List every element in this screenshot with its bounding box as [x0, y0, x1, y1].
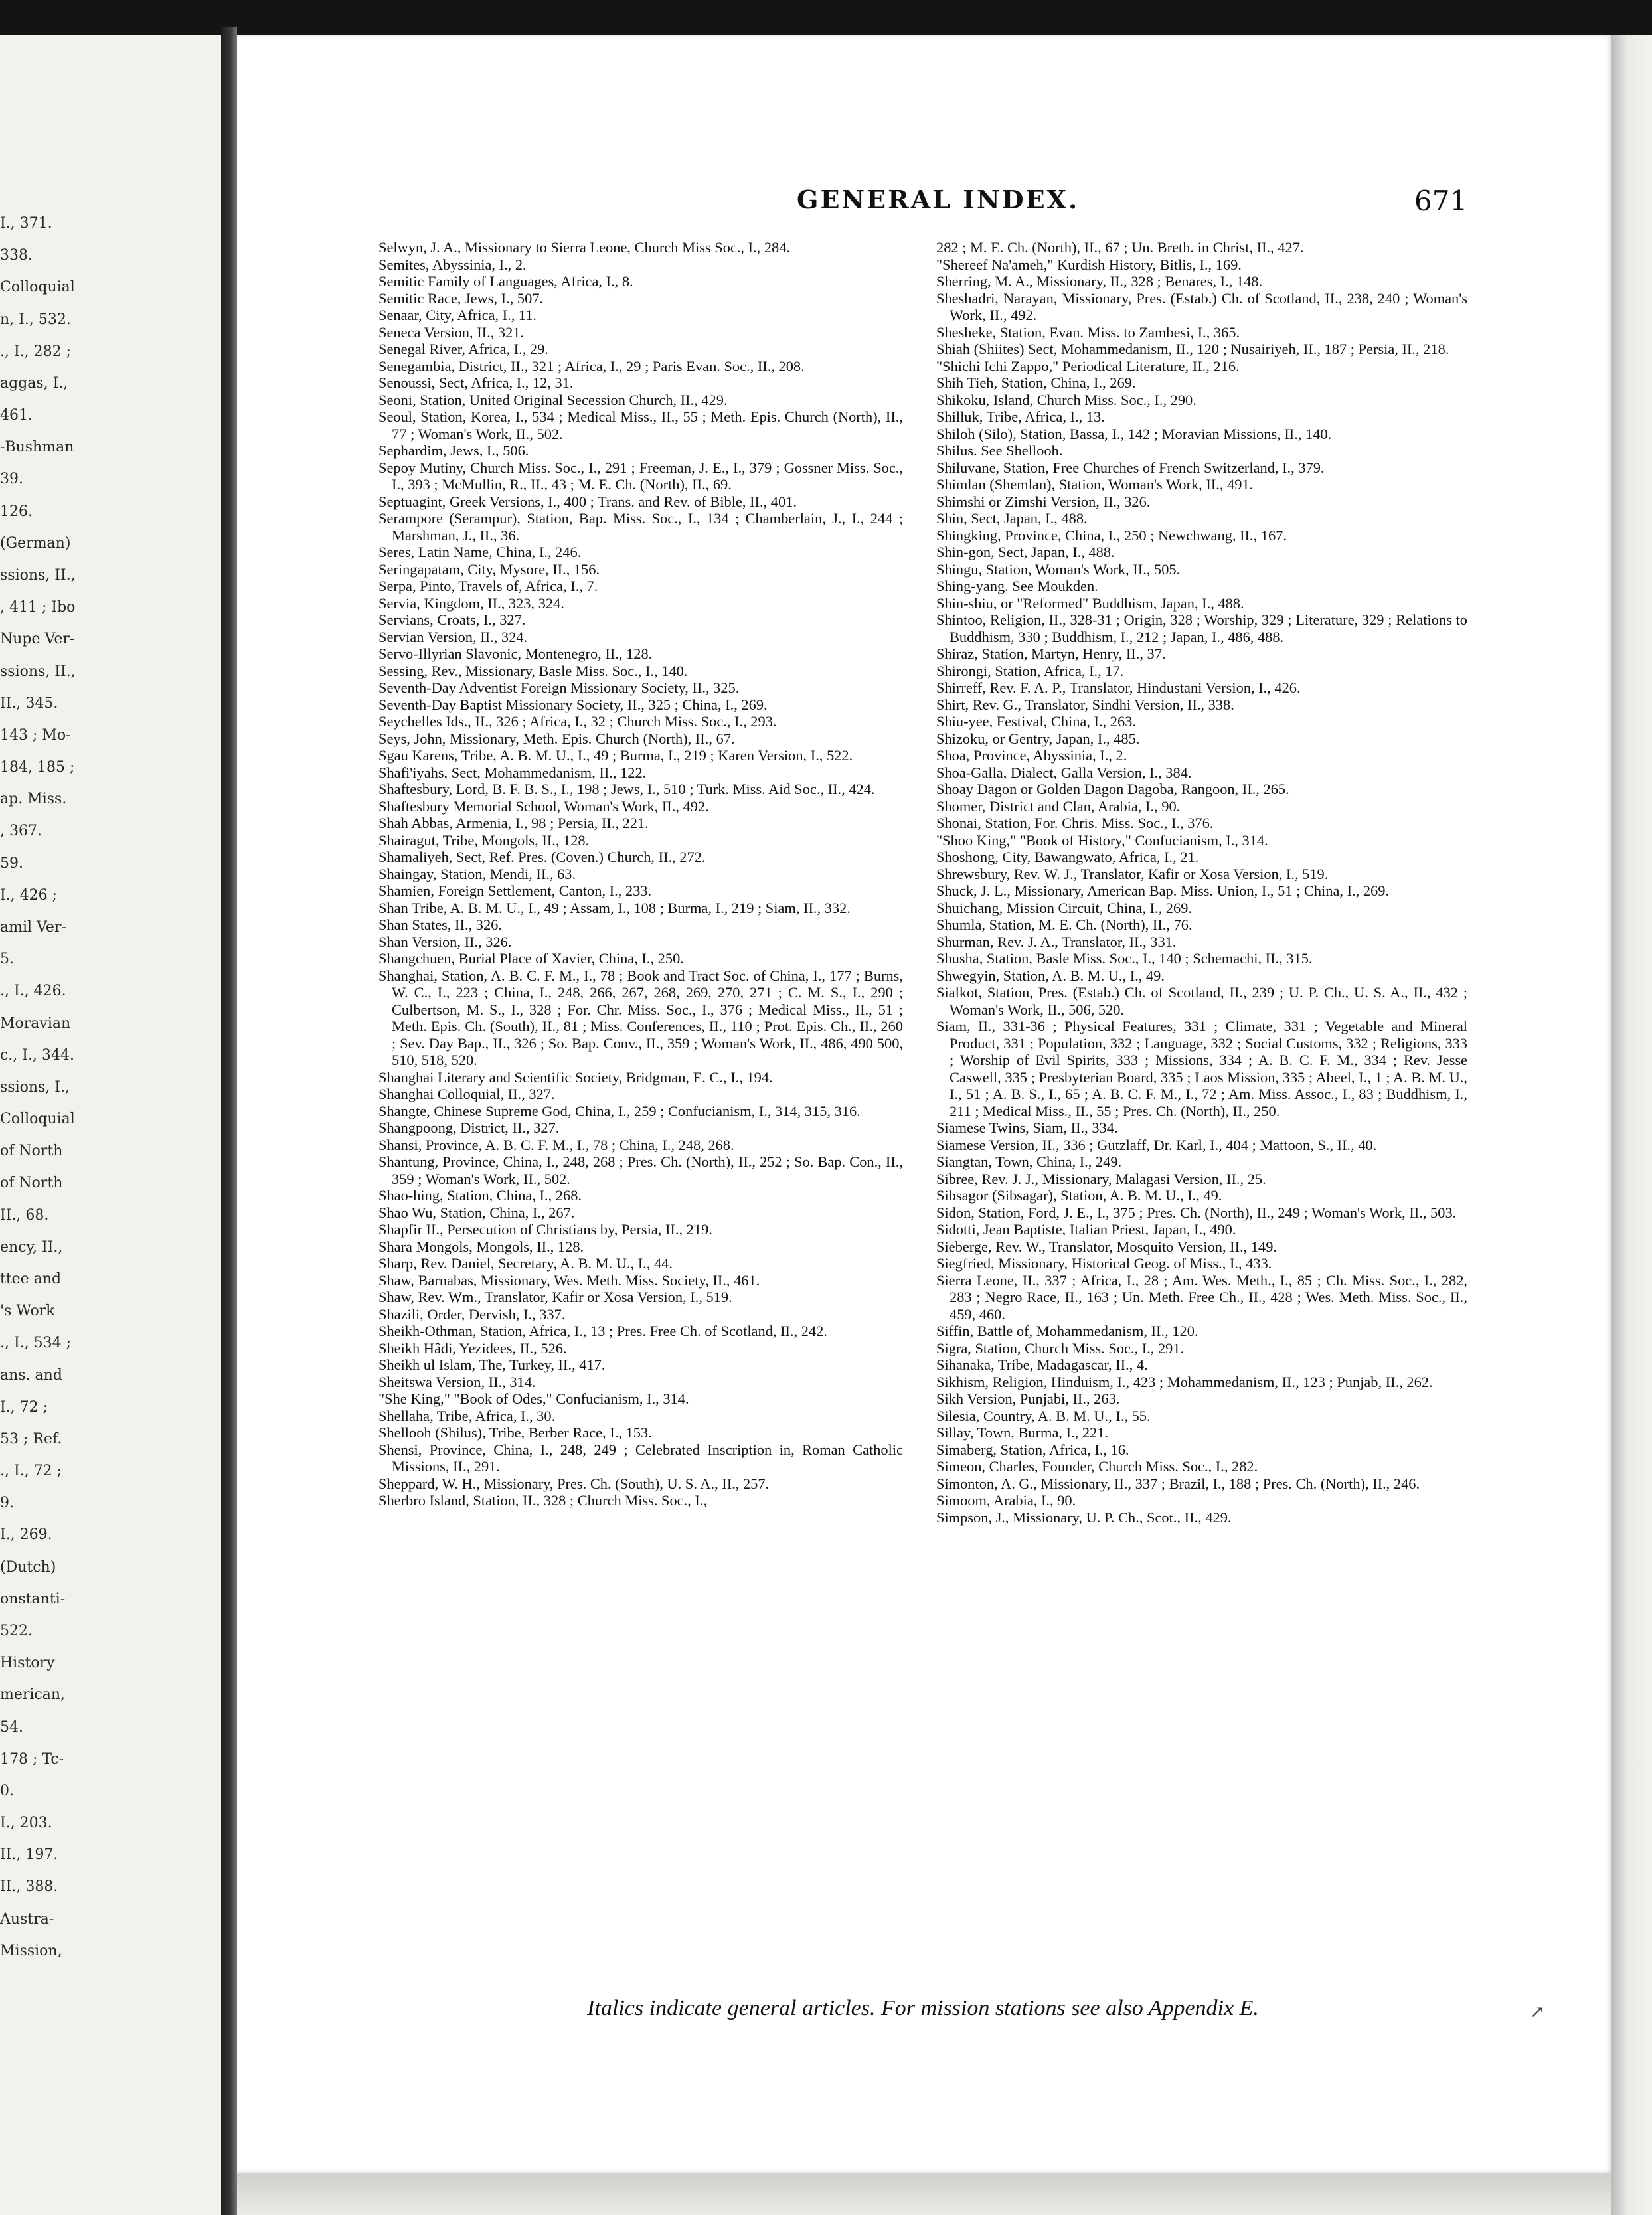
index-entry: Siffin, Battle of, Mohammedanism, II., 120. [936, 1323, 1198, 1339]
index-entry: Shantung, Province, China, I., 248, 268 ; Pres. Ch. (North), II., 252 ; So. Bap. Con., II., 359 ; Woman's Work, II., 502. [378, 1153, 903, 1187]
index-entry: Siangtan, Town, China, I., 249. [936, 1153, 1122, 1170]
index-entry: Shing-yang. See Moukden. [936, 578, 1098, 594]
index-entry: Siam, II., 331-36 ; Physical Features, 331 ; Climate, 331 ; Vegetable and Mineral Product, 331 ; Population, 332 ; Language, 332 ; Social Customs, 332 ; Religions, 333 ; Worship of Evil Spirits, 333 ; Missions, 334 ; A. B. C. F. M., 334 ; Rev. Jesse Caswell, 335 ; Presbyterian Board, 335 ; Laos Mission, 335 ; Abeel, I., 1 ; A. B. M. U., I., 51 ; A. B. S., I., 65 ; A. B. C. F. M., I., 72 ; Am. Miss. Assoc., I., 83 ; Buddhism, I., 211 ; Medical Miss., II., 55 ; Pres. Ch. (North), II., 250. [936, 1018, 1467, 1119]
previous-page-fragment: 143 ; Mo- [0, 726, 71, 744]
index-entry: Sherbro Island, Station, II., 328 ; Church Miss. Soc., I., [378, 1492, 708, 1509]
previous-page-fragment: , 411 ; Ibo [0, 599, 76, 616]
index-entry: Shaw, Barnabas, Missionary, Wes. Meth. Miss. Society, II., 461. [378, 1272, 760, 1289]
index-entry: Shao Wu, Station, China, I., 267. [378, 1204, 575, 1221]
index-entry: Sialkot, Station, Pres. (Estab.) Ch. of Scotland, II., 239 ; U. P. Ch., U. S. A., II., 432 ; Woman's Work, II., 506, 520. [936, 984, 1467, 1018]
index-entry: Shin-shiu, or "Reformed" Buddhism, Japan, I., 488. [936, 594, 1244, 612]
index-entry: Silesia, Country, A. B. M. U., I., 55. [936, 1407, 1151, 1424]
previous-page-fragment: ssions, II., [0, 567, 76, 584]
previous-page-fragment: 39. [0, 471, 23, 488]
index-entry: Shairagut, Tribe, Mongols, II., 128. [378, 831, 590, 849]
index-entry: Senegambia, District, II., 321 ; Africa, I., 29 ; Paris Evan. Soc., II., 208. [378, 357, 805, 374]
running-header-title: GENERAL INDEX. [797, 185, 1080, 214]
previous-page-fragment: ssions, I., [0, 1078, 70, 1096]
index-entry: Servian Version, II., 324. [378, 628, 528, 645]
page-bottom-edge [237, 2173, 1611, 2215]
previous-page-fragment: ttee and [0, 1271, 62, 1287]
index-entry: Shimlan (Shemlan), Station, Woman's Work, II., 491. [936, 476, 1254, 493]
index-entry: Servians, Croats, I., 327. [378, 612, 526, 628]
index-entry: Seoni, Station, United Original Secession Church, II., 429. [378, 391, 728, 408]
previous-page-fragment: Colloquial [0, 279, 75, 296]
index-entry: Shikoku, Island, Church Miss. Soc., I., 290. [936, 391, 1197, 408]
previous-page-fragment: I., 72 ; [0, 1398, 48, 1416]
index-entry: "Shereef Na'ameh," Kurdish History, Bitlis, I., 169. [936, 256, 1242, 273]
index-entry: Servia, Kingdom, II., 323, 324. [378, 594, 564, 612]
index-entry: Simpson, J., Missionary, U. P. Ch., Scot., II., 429. [936, 1509, 1232, 1526]
pencil-mark: ↗ [1530, 2003, 1544, 2022]
index-entry: Sheitswa Version, II., 314. [378, 1373, 536, 1390]
index-entry: "She King," "Book of Odes," Confucianism, I., 314. [378, 1390, 689, 1407]
previous-page-fragment: 5. [0, 951, 14, 968]
index-entry: Shoa, Province, Abyssinia, I., 2. [936, 747, 1127, 764]
index-entry: Sieberge, Rev. W., Translator, Mosquito Version, II., 149. [936, 1238, 1278, 1255]
index-entry: Shizoku, or Gentry, Japan, I., 485. [936, 730, 1140, 747]
previous-page-fragment: ency, II., [0, 1238, 63, 1256]
index-entry: Sheikh-Othman, Station, Africa, I., 13 ; Pres. Free Ch. of Scotland, II., 242. [378, 1323, 827, 1339]
previous-page-fragment: ans. and [0, 1366, 62, 1384]
index-entry: Sibsagor (Sibsagar), Station, A. B. M. U., I., 49. [936, 1187, 1222, 1204]
previous-page-fragment: I., 426 ; [0, 886, 58, 904]
index-entry: Shirreff, Rev. F. A. P., Translator, Hindustani Version, I., 426. [936, 679, 1301, 696]
index-entry: Sephardim, Jews, I., 506. [378, 442, 529, 459]
index-entry: Shoay Dagon or Golden Dagon Dagoba, Rangoon, II., 265. [936, 781, 1289, 797]
index-entry: Shan Tribe, A. B. M. U., I., 49 ; Assam, I., 108 ; Burma, I., 219 ; Siam, II., 332. [378, 899, 851, 916]
index-entry: Shilus. See Shellooh. [936, 442, 1063, 459]
previous-page-fragment: of North [0, 1143, 63, 1160]
index-entry: Shonai, Station, For. Chris. Miss. Soc., I., 376. [936, 815, 1214, 831]
index-entry: Seneca Version, II., 321. [378, 323, 525, 341]
index-entry: Sierra Leone, II., 337 ; Africa, I., 28 ; Am. Wes. Meth., I., 85 ; Ch. Miss. Soc., I., 282, 283 ; Negro Race, II., 163 ; Un. Meth. Free Ch., II., 428 ; Wes. Meth. Miss. Soc., II., 459, 460. [936, 1272, 1467, 1323]
previous-page-fragment: of North [0, 1175, 63, 1192]
previous-page-fragment: History [0, 1655, 55, 1672]
index-entry: Shesheke, Station, Evan. Miss. to Zambesi, I., 365. [936, 323, 1240, 341]
index-entry: Shiah (Shiites) Sect, Mohammedanism, II., 120 ; Nusairiyeh, II., 187 ; Persia, II., 218. [936, 341, 1449, 357]
index-entry: Shumla, Station, M. E. Ch. (North), II., 76. [936, 916, 1193, 933]
index-entry: Shara Mongols, Mongols, II., 128. [378, 1238, 584, 1255]
index-entry: Shaingay, Station, Mendi, II., 63. [378, 865, 576, 882]
index-entry: Shanghai Literary and Scientific Society, Bridgman, E. C., I., 194. [378, 1068, 773, 1086]
index-entry: Shaftesbury, Lord, B. F. B. S., I., 198 ; Jews, I., 510 ; Turk. Miss. Aid Soc., II., 424. [378, 781, 875, 797]
previous-page-fragment: merican, [0, 1686, 66, 1704]
index-entry: Servo-Illyrian Slavonic, Montenegro, II., 128. [378, 645, 653, 662]
index-entry: Shusha, Station, Basle Miss. Soc., I., 140 ; Schemachi, II., 315. [936, 950, 1313, 967]
index-entry: Sibree, Rev. J. J., Missionary, Malagasi Version, II., 25. [936, 1170, 1266, 1187]
index-entry: Shapfir II., Persecution of Christians by, Persia, II., 219. [378, 1221, 712, 1238]
index-entry: Shimshi or Zimshi Version, II., 326. [936, 493, 1151, 510]
index-entry: Senaar, City, Africa, I., 11. [378, 307, 537, 323]
index-entry: Shingking, Province, China, I., 250 ; Newchwang, II., 167. [936, 527, 1287, 544]
index-entry: Shoa-Galla, Dialect, Galla Version, I., 384. [936, 764, 1192, 781]
previous-page-fragment: 0. [0, 1782, 14, 1799]
index-entry: Shangte, Chinese Supreme God, China, I., 259 ; Confucianism, I., 314, 315, 316. [378, 1102, 861, 1119]
index-entry: Shao-hing, Station, China, I., 268. [378, 1187, 582, 1204]
previous-page-fragment: Nupe Ver- [0, 631, 75, 648]
index-entry: Sheshadri, Narayan, Missionary, Pres. (Estab.) Ch. of Scotland, II., 238, 240 ; Woman's Work, II., 492. [936, 289, 1467, 323]
index-entry: Sepoy Mutiny, Church Miss. Soc., I., 291 ; Freeman, J. E., I., 379 ; Gossner Miss. Soc., I., 393 ; McMullin, R., II., 43 ; M. E. Ch. (North), II., 69. [378, 459, 903, 493]
index-entry: Seventh-Day Baptist Missionary Society, II., 325 ; China, I., 269. [378, 696, 768, 713]
previous-page-fragment: -Bushman [0, 439, 74, 456]
index-entry: Sidon, Station, Ford, J. E., I., 375 ; Pres. Ch. (North), II., 249 ; Woman's Work, II., 503. [936, 1204, 1457, 1221]
index-entry: Shih Tieh, Station, China, I., 269. [936, 374, 1136, 391]
index-entry: Seres, Latin Name, China, I., 246. [378, 544, 582, 560]
index-entry: Shiloh (Silo), Station, Bassa, I., 142 ; Moravian Missions, II., 140. [936, 425, 1332, 442]
previous-page-fragment: I., 269. [0, 1526, 52, 1544]
index-entry: Simaberg, Station, Africa, I., 16. [936, 1441, 1129, 1458]
previous-page-fragment: aggas, I., [0, 374, 68, 392]
previous-page-fragment: I., 371. [0, 215, 52, 232]
index-entry: Semitic Family of Languages, Africa, I., 8. [378, 273, 633, 289]
index-entry: Siamese Twins, Siam, II., 334. [936, 1119, 1118, 1136]
previous-page-fragment: Austra- [0, 1910, 54, 1928]
previous-page-fragment: 522. [0, 1623, 33, 1639]
index-entry: Siamese Version, II., 336 ; Gutzlaff, Dr. Karl, I., 404 ; Mattoon, S., II., 40. [936, 1136, 1377, 1153]
index-entry: Septuagint, Greek Versions, I., 400 ; Trans. and Rev. of Bible, II., 401. [378, 493, 797, 510]
index-entry: Shanghai, Station, A. B. C. F. M., I., 78 ; Book and Tract Soc. of China, I., 177 ; Burns, W. C., I., 223 ; China, I., 248, 266, 267, 268, 269, 270, 271 ; C. M. S., I., 290 ; Culbertson, M. S., I., 328 ; For. Chr. Miss. Soc., I., 376 ; Medical Miss., II., 51 ; Meth. Epis. Ch. (South), II., 81 ; Miss. Conferences, II., 110 ; Prot. Epis. Ch., II., 260 ; Sev. Day Bap., II., 326 ; So. Bap. Conv., II., 359 ; Woman's Work, II., 486, 490 500, 510, 518, 520. [378, 967, 903, 1068]
previous-page-fragment: II., 197. [0, 1846, 58, 1864]
index-entry: Sihanaka, Tribe, Madagascar, II., 4. [936, 1356, 1148, 1373]
index-entry: Siegfried, Missionary, Historical Geog. of Miss., I., 433. [936, 1255, 1272, 1272]
index-entry: Shazili, Order, Dervish, I., 337. [378, 1305, 566, 1323]
page-number: 671 [1414, 185, 1468, 217]
previous-page-fragment: , 367. [0, 823, 42, 840]
index-entry: Shamaliyeh, Sect, Ref. Pres. (Coven.) Church, II., 272. [378, 849, 706, 865]
previous-page-fragment: 178 ; Tc- [0, 1750, 64, 1767]
previous-page-fragment: II., 345. [0, 695, 58, 712]
previous-page-fragment: 461. [0, 407, 33, 424]
previous-page-fragment: I., 203. [0, 1815, 52, 1832]
index-column-right [936, 239, 1467, 1526]
index-entry: Shurman, Rev. J. A., Translator, II., 331. [936, 933, 1177, 950]
previous-page-fragment: ., I., 534 ; [0, 1335, 72, 1352]
index-entry: Serpa, Pinto, Travels of, Africa, I., 7. [378, 578, 598, 594]
index-entry: Shomer, District and Clan, Arabia, I., 90. [936, 797, 1181, 815]
index-entry: Sidotti, Jean Baptiste, Italian Priest, Japan, I., 490. [936, 1221, 1236, 1238]
previous-page-fragment: II., 68. [0, 1206, 49, 1224]
index-entry: Shrewsbury, Rev. W. J., Translator, Kafir or Xosa Version, I., 519. [936, 865, 1329, 882]
index-entry: Shaftesbury Memorial School, Woman's Work, II., 492. [378, 797, 709, 815]
index-entry: Semites, Abyssinia, I., 2. [378, 256, 527, 273]
previous-page-fragment: c., I., 344. [0, 1046, 74, 1064]
index-entry: Sheikh ul Islam, The, Turkey, II., 417. [378, 1356, 606, 1373]
index-entry: Sikh Version, Punjabi, II., 263. [936, 1390, 1120, 1407]
previous-page-fragment: ., I., 72 ; [0, 1463, 62, 1480]
previous-page-fragment: ., I., 426. [0, 983, 66, 1000]
index-entry: Sheppard, W. H., Missionary, Pres. Ch. (South), U. S. A., II., 257. [378, 1475, 770, 1492]
index-entry: Sillay, Town, Burma, I., 221. [936, 1424, 1109, 1441]
previous-page-fragment: 126. [0, 503, 33, 520]
previous-page-fragment: (German) [0, 534, 71, 552]
index-column-left [378, 239, 903, 1509]
previous-page-fragment: 53 ; Ref. [0, 1430, 62, 1447]
footer-note: Italics indicate general articles. For mission stations see also Appendix E. [587, 1996, 1259, 2020]
index-entry: Shilluk, Tribe, Africa, I., 13. [936, 408, 1105, 425]
previous-page-fragment: onstanti- [0, 1590, 66, 1607]
index-entry: Shwegyin, Station, A. B. M. U., I., 49. [936, 967, 1165, 984]
previous-page-fragment: 54. [0, 1718, 23, 1736]
previous-page-fragment: 338. [0, 247, 33, 264]
index-entry: Shuck, J. L., Missionary, American Bap. Miss. Union, I., 51 ; China, I., 269. [936, 882, 1390, 899]
index-entry: Serampore (Serampur), Station, Bap. Miss. Soc., I., 134 ; Chamberlain, J., I., 244 ; Marshman, J., II., 36. [378, 510, 903, 544]
index-entry: Simoom, Arabia, I., 90. [936, 1492, 1076, 1509]
index-entry: Simeon, Charles, Founder, Church Miss. Soc., I., 282. [936, 1458, 1258, 1475]
previous-page-fragment: ssions, II., [0, 663, 76, 680]
scanner-top-border [0, 0, 1652, 35]
index-entry: Shangpoong, District, II., 327. [378, 1119, 560, 1136]
previous-page-fragment: II., 388. [0, 1878, 58, 1896]
index-entry: Shan States, II., 326. [378, 916, 502, 933]
index-entry: Shansi, Province, A. B. C. F. M., I., 78 ; China, I., 248, 268. [378, 1136, 734, 1153]
index-entry: Shirongi, Station, Africa, I., 17. [936, 662, 1124, 679]
index-entry: Shellaha, Tribe, Africa, I., 30. [378, 1407, 556, 1424]
index-entry: Shingu, Station, Woman's Work, II., 505. [936, 560, 1181, 578]
index-entry: 282 ; M. E. Ch. (North), II., 67 ; Un. Breth. in Christ, II., 427. [936, 239, 1304, 256]
index-entry: Shiu-yee, Festival, China, I., 263. [936, 713, 1136, 730]
previous-page-fragment: n, I., 532. [0, 311, 71, 328]
previous-page-fragment: (Dutch) [0, 1558, 56, 1576]
index-entry: Sharp, Rev. Daniel, Secretary, A. B. M. U., I., 44. [378, 1255, 673, 1272]
index-entry: Shaw, Rev. Wm., Translator, Kafir or Xosa Version, I., 519. [378, 1289, 732, 1305]
previous-page-fragment: Mission, [0, 1942, 62, 1959]
index-entry: Sheikh Hâdi, Yezidees, II., 526. [378, 1339, 567, 1356]
previous-page-fragment: 9. [0, 1495, 14, 1512]
index-entry: Sherring, M. A., Missionary, II., 328 ; Benares, I., 148. [936, 273, 1263, 289]
index-entry: "Shichi Ichi Zappo," Periodical Literature, II., 216. [936, 357, 1240, 374]
index-entry: Senoussi, Sect, Africa, I., 12, 31. [378, 374, 574, 391]
previous-page-edge [0, 35, 221, 2215]
index-entry: Simonton, A. G., Missionary, II., 337 ; Brazil, I., 188 ; Pres. Ch. (North), II., 246. [936, 1475, 1420, 1492]
index-entry: Sgau Karens, Tribe, A. B. M. U., I., 49 ; Burma, I., 219 ; Karen Version, I., 522. [378, 747, 853, 764]
index-entry: Shintoo, Religion, II., 328-31 ; Origin, 328 ; Worship, 329 ; Literature, 329 ; Relations to Buddhism, 330 ; Buddhism, I., 212 ; Japan, I., 486, 488. [936, 612, 1467, 645]
index-entry: Seringapatam, City, Mysore, II., 156. [378, 560, 600, 578]
index-entry: Shin-gon, Sect, Japan, I., 488. [936, 544, 1115, 560]
index-entry: Shensi, Province, China, I., 248, 249 ; Celebrated Inscription in, Roman Catholic Missions, II., 291. [378, 1441, 903, 1475]
index-entry: Sessing, Rev., Missionary, Basle Miss. Soc., I., 140. [378, 662, 688, 679]
index-entry: "Shoo King," "Book of History," Confucianism, I., 314. [936, 831, 1268, 849]
previous-page-fragment: 184, 185 ; [0, 759, 75, 776]
index-entry: Shoshong, City, Bawangwato, Africa, I., 21. [936, 849, 1199, 865]
index-entry: Selwyn, J. A., Missionary to Sierra Leone, Church Miss Soc., I., 284. [378, 239, 791, 256]
index-entry: Shirt, Rev. G., Translator, Sindhi Version, II., 338. [936, 696, 1234, 713]
index-entry: Shan Version, II., 326. [378, 933, 512, 950]
index-entry: Senegal River, Africa, I., 29. [378, 341, 548, 357]
previous-page-fragment: Moravian [0, 1015, 71, 1032]
index-entry: Shiraz, Station, Martyn, Henry, II., 37. [936, 645, 1166, 662]
index-entry: Shangchuen, Burial Place of Xavier, China, I., 250. [378, 950, 684, 967]
index-entry: Semitic Race, Jews, I., 507. [378, 289, 544, 307]
previous-page-fragment: 's Work [0, 1303, 55, 1320]
previous-page-fragment: ., I., 282 ; [0, 343, 72, 360]
index-entry: Sigra, Station, Church Miss. Soc., I., 291. [936, 1339, 1185, 1356]
index-entry: Shah Abbas, Armenia, I., 98 ; Persia, II., 221. [378, 815, 649, 831]
page-right-edge [1611, 35, 1652, 2215]
index-entry: Shellooh (Shilus), Tribe, Berber Race, I., 153. [378, 1424, 652, 1441]
index-entry: Shanghai Colloquial, II., 327. [378, 1086, 555, 1102]
index-entry: Shafi'iyahs, Sect, Mohammedanism, II., 122. [378, 764, 647, 781]
index-entry: Shiluvane, Station, Free Churches of French Switzerland, I., 379. [936, 459, 1325, 476]
index-entry: Shin, Sect, Japan, I., 488. [936, 510, 1088, 527]
previous-page-fragment: 59. [0, 855, 23, 872]
previous-page-fragment: ap. Miss. [0, 791, 67, 808]
previous-page-fragment: Colloquial [0, 1111, 75, 1128]
index-entry: Seventh-Day Adventist Foreign Missionary Society, II., 325. [378, 679, 740, 696]
index-entry: Seoul, Station, Korea, I., 534 ; Medical Miss., II., 55 ; Meth. Epis. Church (North), II., 77 ; Woman's Work, II., 502. [378, 408, 903, 442]
index-entry: Sikhism, Religion, Hinduism, I., 423 ; Mohammedanism, II., 123 ; Punjab, II., 262. [936, 1373, 1433, 1390]
book-gutter [221, 27, 237, 2215]
index-entry: Shuichang, Mission Circuit, China, I., 269. [936, 899, 1192, 916]
index-entry: Seys, John, Missionary, Meth. Epis. Church (North), II., 67. [378, 730, 735, 747]
index-entry: Shamien, Foreign Settlement, Canton, I., 233. [378, 882, 652, 899]
index-entry: Seychelles Ids., II., 326 ; Africa, I., 32 ; Church Miss. Soc., I., 293. [378, 713, 777, 730]
previous-page-fragment: amil Ver- [0, 919, 66, 936]
